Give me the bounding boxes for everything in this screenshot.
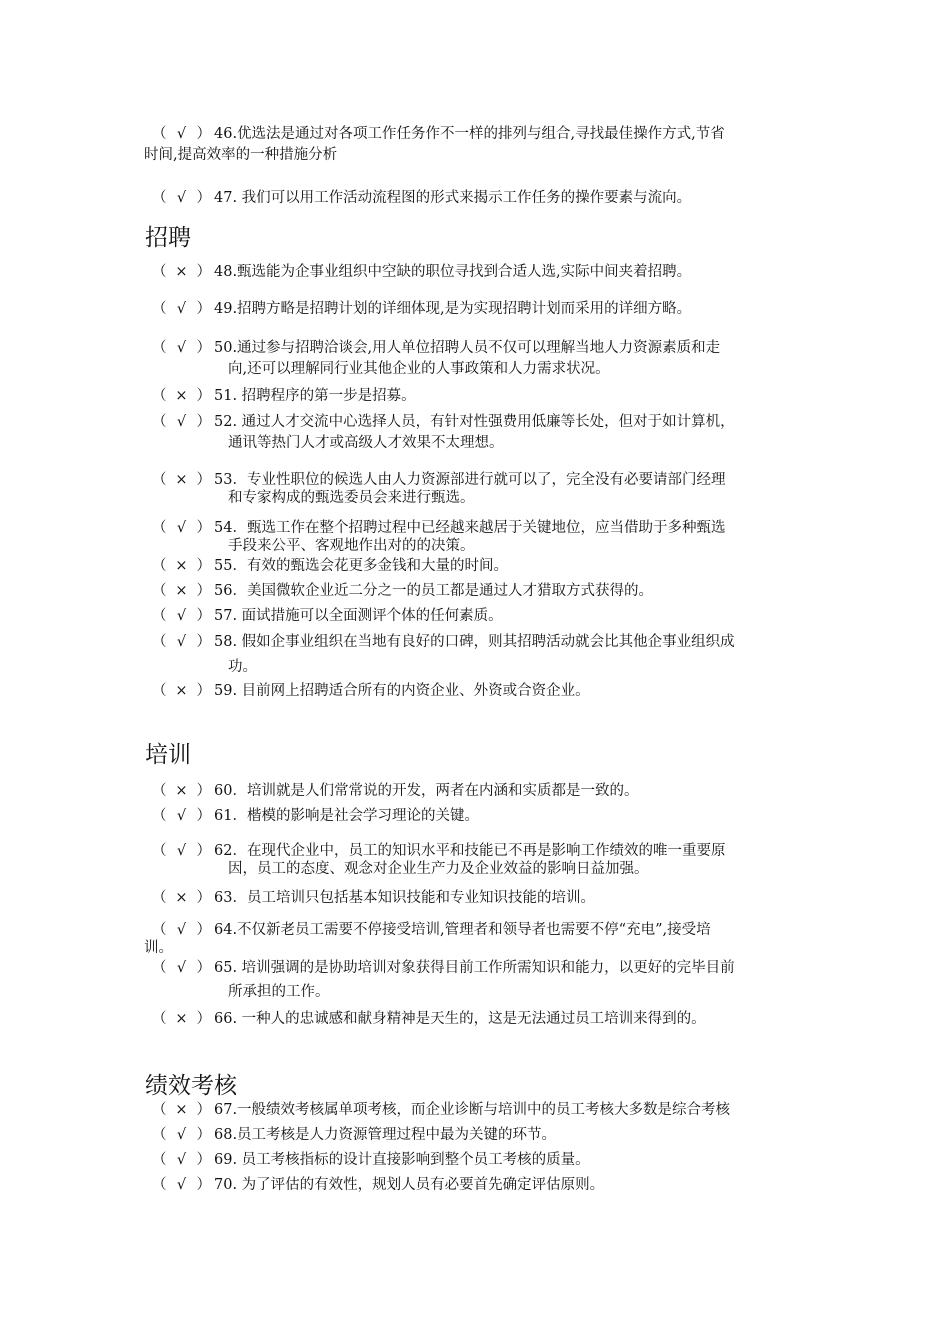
answer-mark: （ √ ） xyxy=(152,1177,211,1193)
question-48 xyxy=(152,262,812,283)
answer-mark: （ √ ） xyxy=(152,1152,211,1168)
question-63 xyxy=(152,888,812,909)
section-heading-training: 培训 xyxy=(145,742,191,768)
question-text: 51. 招聘程序的第一步是招募。 xyxy=(214,388,416,404)
question-text: 50.通过参与招聘洽谈会,用人单位招聘人员不仅可以理解当地人力资源素质和走 xyxy=(214,340,721,356)
question-text: 61．楷模的影响是社会学习理论的关键。 xyxy=(214,808,479,824)
question-53 xyxy=(152,471,812,507)
question-text: 59. 目前网上招聘适合所有的内资企业、外资或合资企业。 xyxy=(214,683,590,699)
question-59 xyxy=(152,681,812,702)
question-61 xyxy=(152,806,812,827)
question-54 xyxy=(152,519,812,555)
question-56 xyxy=(152,582,812,600)
question-67 xyxy=(152,1100,812,1121)
question-49 xyxy=(152,299,812,320)
answer-mark: （ × ） xyxy=(152,1102,211,1118)
answer-mark: （ √ ） xyxy=(152,960,211,976)
answer-mark: （ √ ） xyxy=(152,126,211,142)
answer-mark: （ √ ） xyxy=(152,1127,211,1143)
question-66 xyxy=(152,1009,812,1030)
answer-mark: （ √ ） xyxy=(152,608,211,624)
question-52 xyxy=(152,412,812,454)
answer-mark: （ √ ） xyxy=(152,520,211,536)
question-text: 68.员工考核是人力资源管理过程中最为关键的环节。 xyxy=(214,1127,557,1143)
answer-mark: （ √ ） xyxy=(152,922,211,938)
question-text: 63．员工培训只包括基本知识技能和专业知识技能的培训。 xyxy=(214,890,595,906)
answer-mark: （ × ） xyxy=(152,558,211,574)
question-text: 56．美国微软企业近二分之一的员工都是通过人才猎取方式获得的。 xyxy=(214,583,653,599)
question-text-cont: 通讯等热门人才或高级人才效果不太理想。 xyxy=(228,435,504,451)
answer-mark: （ × ） xyxy=(152,472,211,488)
question-64 xyxy=(144,921,812,957)
question-text: 53．专业性职位的候选人由人力资源部进行就可以了，完全没有必要请部门经理 xyxy=(214,472,726,488)
question-text: 52. 通过人才交流中心选择人员，有针对性强费用低廉等长处，但对于如计算机， xyxy=(214,414,735,430)
question-text: 60．培训就是人们常常说的开发，两者在内涵和实质都是一致的。 xyxy=(214,783,639,799)
question-text-cont: 向,还可以理解同行业其他企业的人事政策和人力需求状况。 xyxy=(228,361,610,377)
answer-mark: （ × ） xyxy=(152,890,211,906)
answer-mark: （ √ ） xyxy=(152,340,211,356)
question-text: 64.不仅新老员工需要不停接受培训,管理者和领导者也需要不停“充电”,接受培 xyxy=(214,922,711,938)
answer-mark: （ √ ） xyxy=(152,843,211,859)
question-51 xyxy=(152,386,812,407)
section-heading-performance: 绩效考核 xyxy=(145,1073,237,1099)
question-text: 57. 面试措施可以全面测评个体的任何素质。 xyxy=(214,608,503,624)
answer-mark: （ × ） xyxy=(152,388,211,404)
question-68 xyxy=(152,1125,812,1146)
question-text-cont: 功。 xyxy=(228,659,257,675)
answer-mark: （ × ） xyxy=(152,683,211,699)
question-text: 55．有效的甄选会花更多金钱和大量的时间。 xyxy=(214,558,508,574)
question-text: 62．在现代企业中，员工的知识水平和技能已不再是影响工作绩效的唯一重要原 xyxy=(214,843,726,859)
question-text-cont: 因，员工的态度、观念对企业生产力及企业效益的影响日益加强。 xyxy=(228,861,649,877)
question-text: 66. 一种人的忠诚感和献身精神是天生的，这是无法通过员工培训来得到的。 xyxy=(214,1011,706,1027)
question-text: 46.优选法是通过对各项工作任务作不一样的排列与组合,寻找最佳操作方式,节省 xyxy=(214,126,725,142)
question-text: 69. 员工考核指标的设计直接影响到整个员工考核的质量。 xyxy=(214,1152,590,1168)
question-text: 65. 培训强调的是协助培训对象获得目前工作所需知识和能力，以更好的完毕目前 xyxy=(214,960,735,976)
section-heading-recruitment: 招聘 xyxy=(145,225,191,251)
answer-mark: （ √ ） xyxy=(152,634,211,650)
question-57 xyxy=(152,607,812,625)
question-60 xyxy=(152,781,812,802)
question-text-cont: 训。 xyxy=(144,940,173,956)
question-62 xyxy=(152,842,812,878)
question-46 xyxy=(144,124,812,166)
answer-mark: （ × ） xyxy=(152,583,211,599)
question-text: 58. 假如企事业组织在当地有良好的口碑，则其招聘活动就会比其他企事业组织成 xyxy=(214,634,735,650)
question-text: 49.招聘方略是招聘计划的详细体现,是为实现招聘计划而采用的详细方略。 xyxy=(214,301,692,317)
question-text: 48.甄选能为企事业组织中空缺的职位寻找到合适人选,实际中间夹着招聘。 xyxy=(214,264,692,280)
question-text-cont: 手段来公平、客观地作出对的的决策。 xyxy=(228,538,475,554)
question-text-cont: 所承担的工作。 xyxy=(228,984,330,1000)
question-text-cont: 和专家构成的甄选委员会来进行甄选。 xyxy=(228,490,475,506)
question-47 xyxy=(152,188,812,209)
question-text: 67.一般绩效考核属单项考核，而企业诊断与培训中的员工考核大多数是综合考核 xyxy=(214,1102,731,1118)
answer-mark: （ √ ） xyxy=(152,414,211,430)
answer-mark: （ × ） xyxy=(152,1011,211,1027)
question-text: 47. 我们可以用工作活动流程图的形式来揭示工作任务的操作要素与流向。 xyxy=(214,190,692,206)
answer-mark: （ √ ） xyxy=(152,301,211,317)
answer-mark: （ × ） xyxy=(152,264,211,280)
question-50 xyxy=(152,338,812,380)
question-55 xyxy=(152,557,812,575)
question-text: 70. 为了评估的有效性，规划人员有必要首先确定评估原则。 xyxy=(214,1177,605,1193)
question-text: 54．甄选工作在整个招聘过程中已经越来越居于关键地位，应当借助于多种甄选 xyxy=(214,520,726,536)
question-58 xyxy=(152,632,812,678)
answer-mark: （ √ ） xyxy=(152,808,211,824)
question-70 xyxy=(152,1175,812,1196)
question-69 xyxy=(152,1150,812,1171)
answer-mark: （ × ） xyxy=(152,783,211,799)
answer-mark: （ √ ） xyxy=(152,190,211,206)
question-65 xyxy=(152,958,812,1003)
question-text-cont: 时间,提高效率的一种措施分析 xyxy=(144,147,338,163)
